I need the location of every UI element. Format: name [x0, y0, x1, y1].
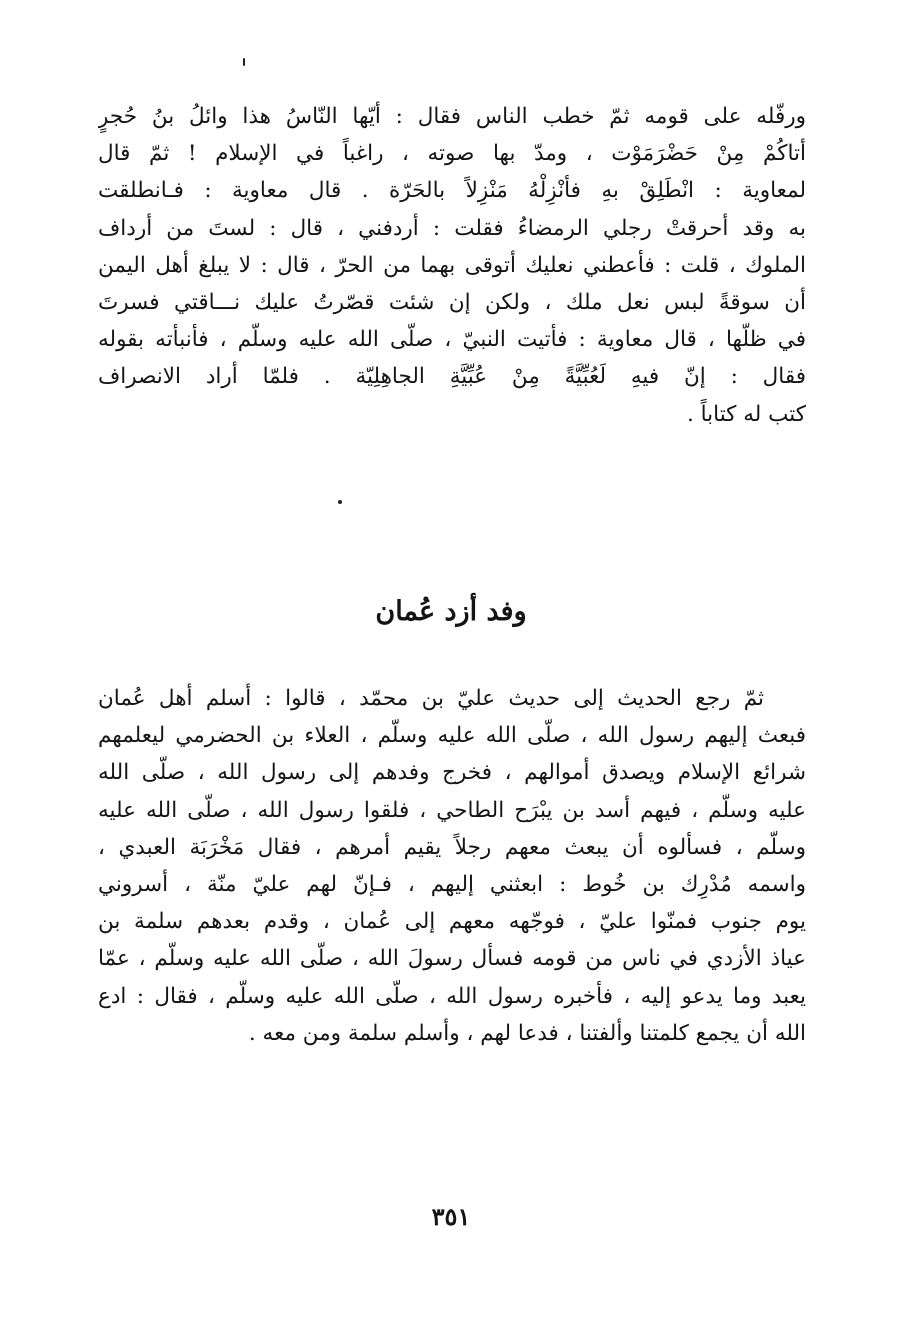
text-line: عليه وسلّم ، فيهم أسد بن يبْرَح الطاحي ، فلقوا رسول الله ، صلّى الله عليه: [98, 797, 806, 823]
text-line: واسمه مُدْرِك بن خُوط : ابعثني إليهم ، فـإنّ لهم عليّ منّة ، أسروني: [98, 871, 806, 897]
text-line: فبعث إليهم رسول الله ، صلّى الله عليه وسلّم ، العلاء بن الحضرمي ليعلمهم: [98, 723, 806, 749]
page-number: ٣٥١: [431, 1202, 471, 1231]
print-mark: [243, 58, 245, 66]
text-line: في ظلّها ، قال معاوية : فأتيت النبيّ ، صلّى الله عليه وسلّم ، فأنبأته بقوله: [98, 327, 806, 353]
text-line: أن سوقةً لبس نعل ملك ، ولكن إن شئت قصّرتُ عليك نـــاقتي فسرتَ: [98, 289, 806, 315]
print-dot: [338, 500, 342, 504]
text-line: كتب له كتاباً .: [686, 401, 806, 427]
text-line: لمعاوية : انْطَلِقْ بهِ فأنْزِلْهُ مَنْزِلاً بالحَرّة . قال معاوية : فـانطلقت: [98, 178, 806, 204]
text-line: أتاكُمْ مِنْ حَضْرَمَوْت ، ومدّ بها صوته ، راغباً في الإسلام ! ثمّ قال: [98, 141, 806, 167]
text-line: عياذ الأزدي في ناس من قومه فسأل رسولَ الله ، صلّى الله عليه وسلّم ، عمّا: [98, 946, 806, 972]
paragraph-azd-oman: [98, 680, 806, 1052]
paragraph-wail-bin-hujr: [98, 98, 806, 433]
text-line: شرائع الإسلام ويصدق أموالهم ، فخرج وفدهم إلى رسول الله ، صلّى الله: [98, 760, 806, 786]
text-line: يعبد وما يدعو إليه ، فأخبره رسول الله ، صلّى الله عليه وسلّم ، فقال : ادع: [98, 983, 806, 1009]
text-line: الله أن يجمع كلمتنا وألفتنا ، فدعا لهم ، وأسلم سلمة ومن معه .: [248, 1020, 806, 1046]
text-line: يوم جنوب فمنّوا عليّ ، فوجّهه معهم إلى عُمان ، وقدم بعدهم سلمة بن: [98, 909, 806, 935]
section-heading: وفد أزد عُمان: [375, 596, 527, 627]
text-line: ثمّ رجع الحديث إلى حديث عليّ بن محمّد ، قالوا : أسلم أهل عُمان: [98, 686, 764, 711]
text-line: وسلّم ، فسألوه أن يبعث معهم رجلاً يقيم أمرهم ، فقال مَخْرَبَة العبدي ،: [98, 834, 806, 860]
text-line: فقال : إنّ فيهِ لَعُبِّيَّةً مِنْ عُبِّيَّةِ الجاهِلِيّة . فلمّا أراد الانصراف: [98, 364, 806, 390]
text-line: به وقد أحرقتْ رجلي الرمضاءُ فقلت : أردفني ، قال : لستَ من أرداف: [98, 215, 806, 241]
text-line: الملوك ، قلت : فأعطني نعليك أتوقى بهما من الحرّ ، قال : لا يبلغ أهل اليمن: [98, 252, 806, 278]
text-line: ورفّله على قومه ثمّ خطب الناس فقال : أيّها النّاسُ هذا وائلُ بنُ حُجرٍ: [98, 104, 806, 129]
